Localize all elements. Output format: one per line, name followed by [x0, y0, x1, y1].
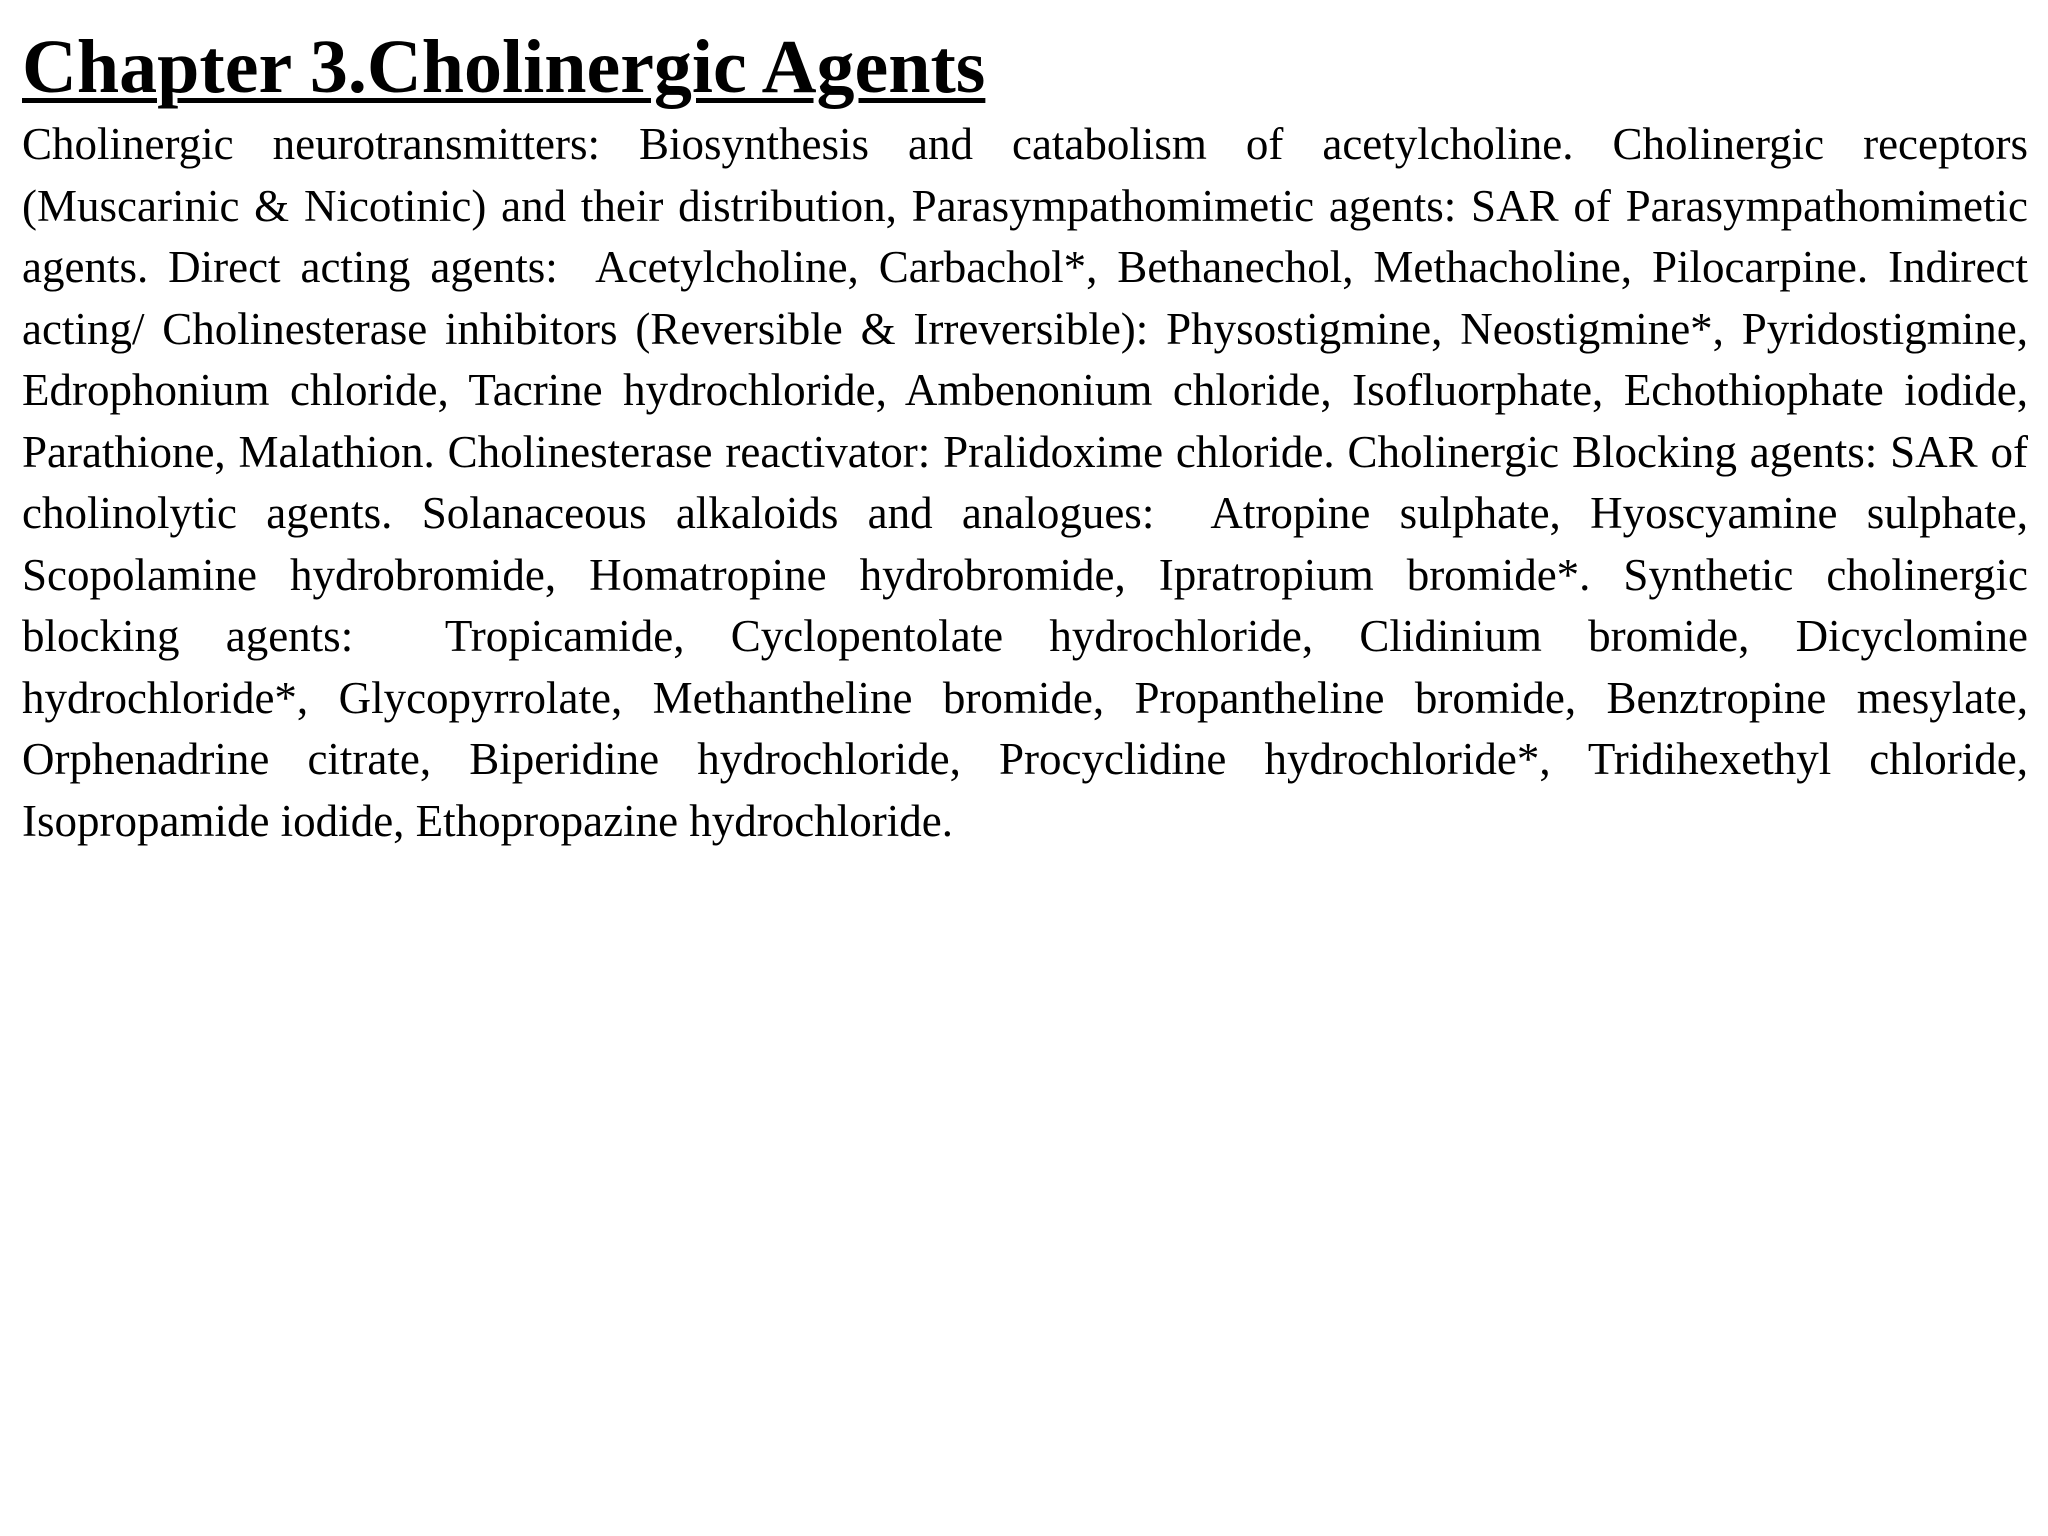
chapter-paragraph: Cholinergic neurotransmitters: Biosynthesis and catabolism of acetylcholine. Cholinergic receptors (Muscarinic & Nicotinic) and their distribution, Parasympathomimetic agents: SAR of Parasympathomimetic agents. Direct acting agents: Acetylcholine, Carbachol*, Bethanechol, Methacholine, Pilocarpine. Indirect acting/ Cholinesterase inhibitors (Reversible & Irreversible): Physostigmine, Neostigmine*, Pyridostigmine, Edrophonium chloride, Tacrine hydrochloride, Ambenonium chloride, Isofluorphate, Echothiophate iodide, Parathione, Malathion. Cholinesterase reactivator: Pralidoxime chloride. Cholinergic Blocking agents: SAR of cholinolytic agents. Solanaceous alkaloids and analogues: Atropine sulphate, Hyoscyamine sulphate, Scopolamine hydrobromide, Homatropine hydrobromide, Ipratropium bromide*. Synthetic cholinergic blocking agents: Tropicamide, Cyclopentolate hydrochloride, Clidinium bromide, Dicyclomine hydrochloride*, Glycopyrrolate, Methantheline bromide, Propantheline bromide, Benztropine mesylate, Orphenadrine citrate, Biperidine hydrochloride, Procyclidine hydrochloride*, Tridihexethyl chloride, Isopropamide iodide, Ethopropazine hydrochloride. — [22, 119, 2040, 846]
chapter-title: Chapter 3.Cholinergic Agents — [22, 25, 986, 109]
document-page — [22, 22, 2040, 852]
